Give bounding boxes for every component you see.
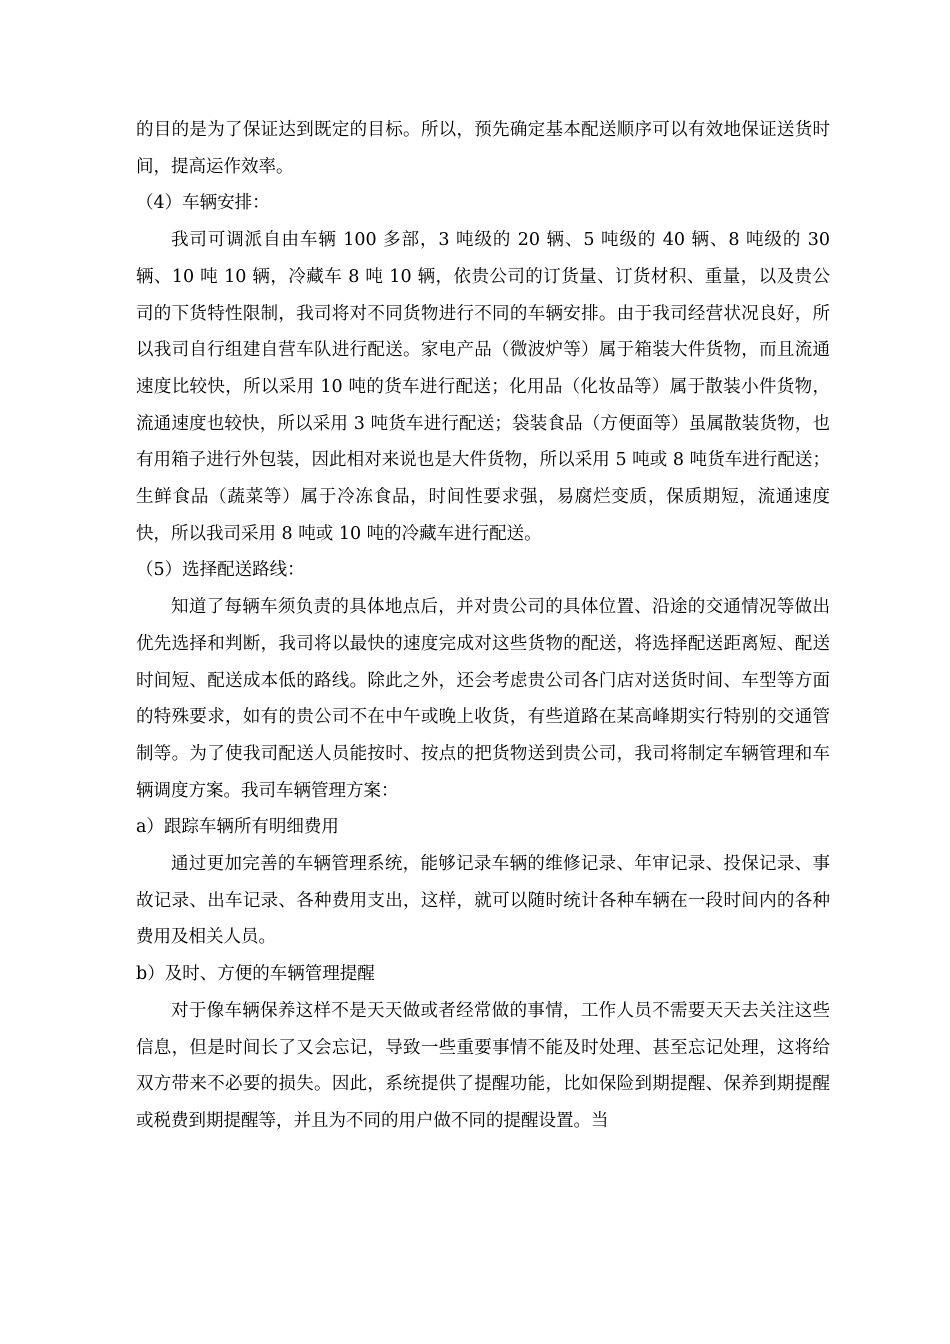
paragraph-vehicle-arrangement: 我司可调派自由车辆 100 多部，3 吨级的 20 辆、5 吨级的 40 辆、8 吨级的 30 辆、10 吨 10 辆，冷藏车 8 吨 10 辆，依贵公司的订货量、订货材积、重量，以及贵公司的下货特性限制，我司将对不同货物进行不同的车辆安排。由于我司经营状况良好，所以我司自行组建自营车队进行配送。家电产品（微波炉等）属于箱装大件货物，而且流通速度比较快，所以采用 10 吨的货车进行配送；化用品（化妆品等）属于散装小件货物，流通速度也较快，所以采用 3 吨货车进行配送；袋装食品（方便面等）虽属散装货物，也有用箱子进行外包装，因此相对来说也是大件货物，所以采用 5 吨或 8 吨货车进行配送；生鲜食品（蔬菜等）属于冷冻食品，时间性要求强，易腐烂变质，保质期短，流通速度快，所以我司采用 8 吨或 10 吨的冷藏车进行配送。	[136, 230, 830, 544]
paragraph-continuation: 的目的是为了保证达到既定的目标。所以，预先确定基本配送顺序可以有效地保证送货时间，提高运作效率。	[136, 120, 830, 177]
paragraph-management-reminders: 对于像车辆保养这样不是天天做或者经常做的事情，工作人员不需要天天去关注这些信息，但是时间长了又会忘记，导致一些重要事情不能及时处理、甚至忘记处理，这将给双方带来不必要的损失。因此，系统提供了提醒功能，比如保险到期提醒、保养到期提醒或税费到期提醒等，并且为不同的用户做不同的提醒设置。当	[136, 1000, 830, 1131]
section-heading-vehicle-arrangement: （4）车辆安排：	[136, 193, 270, 214]
subheading-management-reminders: b）及时、方便的车辆管理提醒	[136, 964, 375, 985]
section-heading-route-selection: （5）选择配送路线：	[136, 560, 305, 581]
paragraph-expense-tracking: 通过更加完善的车辆管理系统，能够记录车辆的维修记录、年审记录、投保记录、事故记录、出车记录、各种费用支出，这样，就可以随时统计各种车辆在一段时间内的各种费用及相关人员。	[136, 854, 830, 948]
document-body	[136, 112, 830, 1140]
paragraph-route-selection: 知道了每辆车须负责的具体地点后，并对贵公司的具体位置、沿途的交通情况等做出优先选择和判断，我司将以最快的速度完成对这些货物的配送，将选择配送距离短、配送时间短、配送成本低的路线。除此之外，还会考虑贵公司各门店对送货时间、车型等方面的特殊要求，如有的贵公司不在中午或晚上收货，有些道路在某高峰期实行特别的交通管制等。为了使我司配送人员能按时、按点的把货物送到贵公司，我司将制定车辆管理和车辆调度方案。我司车辆管理方案：	[136, 597, 830, 801]
subheading-expense-tracking: a）跟踪车辆所有明细费用	[136, 817, 339, 838]
